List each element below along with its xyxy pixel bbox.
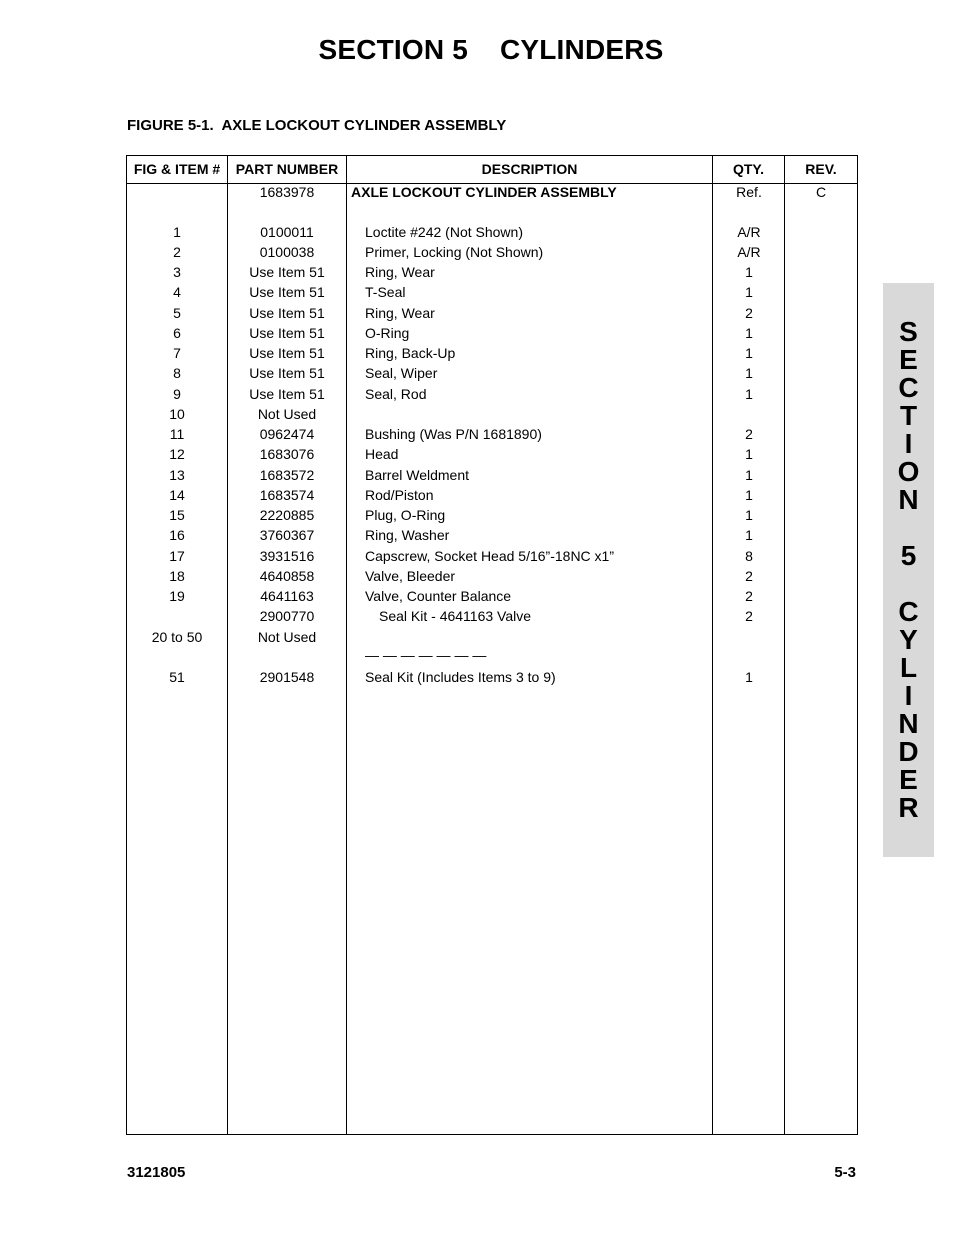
separator-dashes: — — — — — — —	[365, 647, 487, 663]
side-tab-letter: D	[898, 736, 919, 767]
description-cell: Valve, Counter Balance	[365, 588, 512, 604]
table-row	[127, 424, 857, 444]
table-row	[127, 262, 857, 282]
table-row	[127, 645, 857, 665]
fig-item-cell: 19	[169, 588, 185, 604]
qty-cell: 1	[745, 507, 753, 523]
side-tab-letter: S	[899, 316, 918, 347]
fig-item-cell: 51	[169, 669, 185, 685]
description-cell: Capscrew, Socket Head 5/16”-18NC x1”	[365, 548, 614, 564]
parts-table	[126, 155, 858, 1135]
section-title: SECTION 5 CYLINDERS	[318, 34, 664, 65]
qty-cell: 1	[745, 264, 753, 280]
description-cell: Loctite #242 (Not Shown)	[365, 224, 523, 240]
qty-cell: Ref.	[736, 184, 762, 200]
part-number-cell: 0962474	[259, 426, 315, 442]
description-cell: Ring, Washer	[365, 527, 450, 543]
header-part-number: PART NUMBER	[235, 161, 339, 177]
fig-item-cell: 8	[173, 365, 181, 381]
part-number-cell: 2220885	[259, 507, 315, 523]
qty-cell: 1	[745, 345, 753, 361]
description-cell: Primer, Locking (Not Shown)	[365, 244, 544, 260]
qty-cell: 2	[745, 608, 753, 624]
table-row	[127, 505, 857, 525]
fig-item-cell: 10	[169, 406, 185, 422]
qty-cell: 1	[745, 669, 753, 685]
table-row	[127, 586, 857, 606]
table-header-row	[127, 156, 857, 184]
table-row	[127, 404, 857, 424]
description-cell: Seal, Wiper	[365, 365, 438, 381]
part-number-cell: Use Item 51	[249, 264, 325, 280]
qty-cell: 1	[745, 284, 753, 300]
qty-cell: 1	[745, 487, 753, 503]
side-tab-letter: O	[897, 456, 920, 487]
side-tab-letter: 5	[900, 540, 917, 571]
description-cell: Ring, Wear	[365, 264, 435, 280]
fig-item-cell: 13	[169, 467, 185, 483]
qty-cell: 1	[745, 325, 753, 341]
part-number-cell: Use Item 51	[249, 386, 325, 402]
fig-item-cell: 16	[169, 527, 185, 543]
qty-cell: 2	[745, 568, 753, 584]
fig-item-cell: 1	[173, 224, 181, 240]
table-row	[127, 667, 857, 687]
side-tab-letter: E	[899, 344, 918, 375]
fig-item-cell: 18	[169, 568, 185, 584]
fig-item-cell: 20 to 50	[151, 629, 203, 645]
table-row	[127, 444, 857, 464]
header-description: DESCRIPTION	[481, 161, 578, 177]
description-cell: Seal, Rod	[365, 386, 427, 402]
fig-item-cell: 14	[169, 487, 185, 503]
fig-item-cell: 17	[169, 548, 185, 564]
part-number-cell: 1683076	[259, 446, 315, 462]
table-row	[127, 384, 857, 404]
fig-item-cell: 5	[173, 305, 181, 321]
table-row	[127, 566, 857, 586]
part-number-cell: 0100038	[259, 244, 315, 260]
table-row	[127, 323, 857, 343]
side-tab-letter: I	[904, 428, 913, 459]
fig-item-cell: 9	[173, 386, 181, 402]
qty-cell: A/R	[737, 224, 761, 240]
side-tab-letter: N	[898, 484, 919, 515]
description-cell: Ring, Back-Up	[365, 345, 456, 361]
part-number-cell: 1683574	[259, 487, 315, 503]
part-number-cell: 2900770	[259, 608, 315, 624]
qty-cell: 1	[745, 365, 753, 381]
description-cell: Bushing (Was P/N 1681890)	[365, 426, 542, 442]
fig-item-cell: 7	[173, 345, 181, 361]
part-number-cell: 4641163	[260, 588, 314, 604]
description-cell: Head	[365, 446, 399, 462]
description-cell: O-Ring	[365, 325, 410, 341]
fig-item-cell: 12	[169, 446, 185, 462]
part-number-cell: Use Item 51	[249, 365, 325, 381]
qty-cell: 1	[745, 467, 753, 483]
side-tab-letter: N	[898, 708, 919, 739]
description-cell: Rod/Piston	[365, 487, 434, 503]
table-bottom-border	[126, 1134, 858, 1135]
fig-item-cell: 4	[173, 284, 181, 300]
part-number-cell: Not Used	[257, 629, 317, 645]
qty-cell: A/R	[737, 244, 761, 260]
table-row	[127, 485, 857, 505]
table-row	[127, 222, 857, 242]
table-row	[127, 465, 857, 485]
qty-cell: 2	[745, 588, 753, 604]
description-cell: Barrel Weldment	[365, 467, 470, 483]
header-qty: QTY.	[732, 161, 765, 177]
description-cell: Valve, Bleeder	[365, 568, 456, 584]
table-row	[127, 343, 857, 363]
footer-page-number: 5-3	[834, 1164, 856, 1181]
side-tab-letter: R	[898, 792, 919, 823]
side-tab-letter: T	[899, 400, 918, 431]
side-tab-letter: C	[898, 596, 919, 627]
description-cell: Ring, Wear	[365, 305, 435, 321]
part-number-cell: Use Item 51	[249, 345, 325, 361]
fig-item-cell: 6	[173, 325, 181, 341]
part-number-cell: Use Item 51	[249, 325, 325, 341]
qty-cell: 2	[745, 426, 753, 442]
description-cell: Seal Kit (Includes Items 3 to 9)	[365, 669, 556, 685]
part-number-cell: 4640858	[259, 568, 315, 584]
side-tab-letter: L	[899, 652, 918, 683]
header-fig-item: FIG & ITEM #	[133, 161, 221, 177]
fig-item-cell: 11	[169, 426, 185, 442]
part-number-cell: Use Item 51	[249, 305, 325, 321]
qty-cell: 1	[745, 386, 753, 402]
qty-cell: 1	[745, 446, 753, 462]
side-tab-letter: I	[904, 680, 913, 711]
side-tab-letter: C	[898, 372, 919, 403]
part-number-cell: 1683572	[259, 467, 315, 483]
part-number-cell: Not Used	[257, 406, 317, 422]
rev-cell: C	[815, 184, 827, 200]
figure-title: FIGURE 5-1. AXLE LOCKOUT CYLINDER ASSEMBLY	[127, 117, 507, 134]
table-row	[127, 242, 857, 262]
part-number-cell: 3760367	[259, 527, 315, 543]
fig-item-cell: 15	[169, 507, 185, 523]
part-number-cell: Use Item 51	[249, 284, 325, 300]
fig-item-cell: 3	[173, 264, 181, 280]
qty-cell: 8	[745, 548, 753, 564]
table-row	[127, 282, 857, 302]
side-tab-letter: E	[899, 764, 918, 795]
description-cell: Seal Kit - 4641163 Valve	[379, 608, 532, 624]
table-row	[127, 627, 857, 647]
part-number-cell: 2901548	[259, 669, 315, 685]
table-row	[127, 182, 857, 202]
part-number-cell: 3931516	[259, 548, 315, 564]
side-tab-letter: Y	[899, 624, 918, 655]
table-row	[127, 606, 857, 626]
description-cell: T-Seal	[365, 284, 406, 300]
table-row	[127, 363, 857, 383]
fig-item-cell: 2	[173, 244, 181, 260]
part-number-cell: 1683978	[259, 184, 315, 200]
table-row	[127, 525, 857, 545]
footer-doc-number: 3121805	[127, 1164, 186, 1181]
qty-cell: 1	[745, 527, 753, 543]
part-number-cell: 0100011	[260, 224, 314, 240]
section-side-tab	[883, 283, 934, 857]
description-cell: AXLE LOCKOUT CYLINDER ASSEMBLY	[351, 184, 617, 200]
table-row	[127, 546, 857, 566]
table-row	[127, 303, 857, 323]
description-cell: Plug, O-Ring	[365, 507, 446, 523]
qty-cell: 2	[745, 305, 753, 321]
header-rev: REV.	[805, 161, 837, 177]
